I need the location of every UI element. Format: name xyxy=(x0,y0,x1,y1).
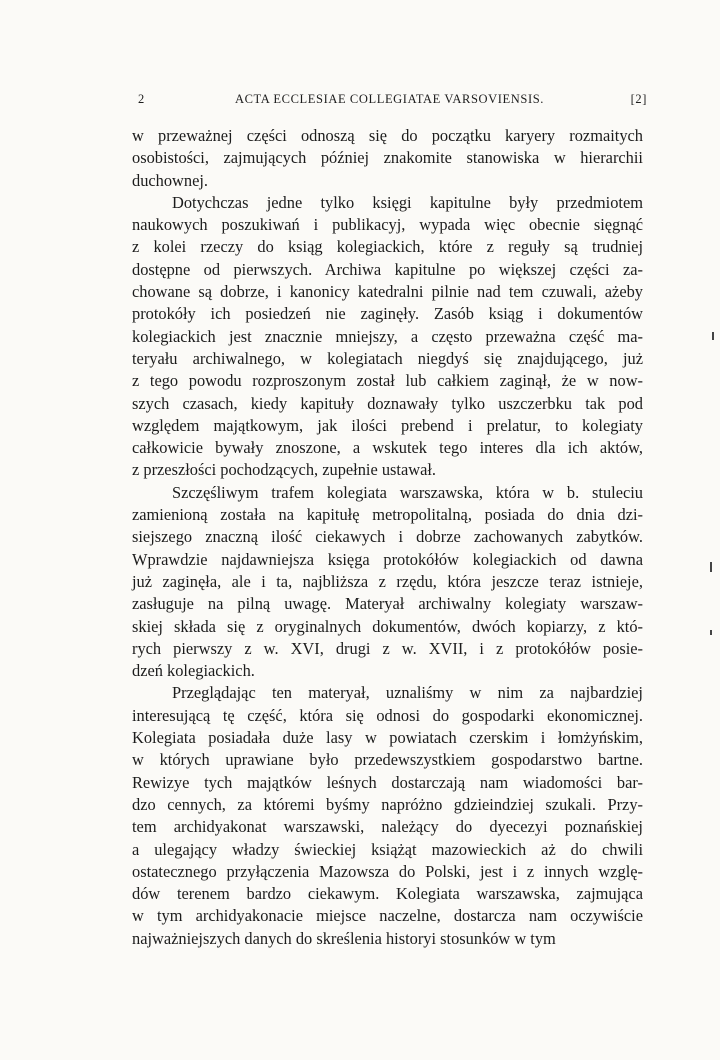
text-line: chowane są dobrze, i kanonicy katedralni pilnie nad tem czuwali, ażeby xyxy=(132,282,643,302)
text-line: protokóły ich posiedzeń nie zaginęły. Zasób ksiąg i dokumentów xyxy=(132,304,643,324)
text-line: z kolei rzeczy do ksiąg kolegiackich, które z reguły są trudniej xyxy=(132,237,643,257)
text-line: dostępne od pierwszych. Archiwa kapitulne po większej części za- xyxy=(132,259,643,279)
margin-mark xyxy=(710,630,712,635)
margin-mark xyxy=(712,332,714,340)
folio-number: [2] xyxy=(630,92,647,106)
text-line: Dotychczas jedne tylko księgi kapitulne były przedmiotem xyxy=(172,192,643,212)
text-line: tem archidyakonat warszawski, należący do dyecezyi poznańskiej xyxy=(132,817,643,837)
body-text xyxy=(132,125,643,950)
text-line: w przeważnej części odnoszą się do początku karyery rozmaitych xyxy=(132,126,643,145)
text-line: z tego powodu rozproszonym został lub całkiem zaginął, że w now- xyxy=(132,371,643,391)
text-line: ostatecznego przyłączenia Mazowsza do Polski, jest i z innych wzglę- xyxy=(132,861,643,881)
text-line: teryału archiwalnego, w kolegiatach niegdyś się znajdującego, już xyxy=(132,348,643,368)
text-line: siejszego znaczną ilość ciekawych i dobrze zachowanych zabytków. xyxy=(132,527,643,547)
text-line: Szczęśliwym trafem kolegiata warszawska, która w b. stuleciu xyxy=(172,482,643,502)
page-number: 2 xyxy=(138,92,145,106)
text-line: całkowicie bywały znoszone, a wskutek tego interes dla ich aktów, xyxy=(132,438,643,458)
text-line: dzo cennych, za któremi byśmy napróżno gdzieindziej szukali. Przy- xyxy=(132,794,643,814)
running-title: ACTA ECCLESIAE COLLEGIATAE VARSOVIENSIS. xyxy=(234,92,545,106)
text-line: a ulegający władzy świeckiej książąt mazowieckich aż do chwili xyxy=(132,839,643,859)
text-line: osobistości, zajmujących później znakomite stanowiska w hierarchii xyxy=(132,148,643,168)
text-line: w których uprawiane było przedewszystkiem gospodarstwo bartne. xyxy=(132,750,643,770)
text-line: w tym archidyakonacie miejsce naczelne, dostarcza nam oczywiście xyxy=(132,906,643,926)
text-line: szych czasach, kiedy kapituły doznawały tylko uszczerbku tak pod xyxy=(132,393,643,413)
text-line: rych pierwszy z w. XVI, drugi z w. XVII, i z protokółów posie- xyxy=(132,638,643,658)
text-line: dzeń kolegiackich. xyxy=(132,661,255,681)
text-line: Rewizye tych majątków leśnych dostarczają nam wiadomości bar- xyxy=(132,772,643,792)
margin-mark xyxy=(710,562,712,572)
text-line: interesującą tę część, która się odnosi do gospodarki ekonomicznej. xyxy=(132,705,643,725)
running-header xyxy=(132,92,647,112)
text-line: zamienioną została na kapitułę metropolitalną, posiada do dnia dzi- xyxy=(132,505,643,525)
text-line: skiej składa się z oryginalnych dokumentów, dwóch kopiarzy, z któ- xyxy=(132,616,643,636)
text-line: Wprawdzie najdawniejsza księga protokółów kolegiackich od dawna xyxy=(132,549,643,569)
text-line: Kolegiata posiadała duże lasy w powiatach czerskim i łomżyńskim, xyxy=(132,728,643,748)
text-line: już zaginęła, ale i ta, najbliższa z rzędu, która jeszcze teraz istnieje, xyxy=(132,571,643,591)
text-line: naukowych poszukiwań i publikacyj, wypada więc obecnie sięgnąć xyxy=(132,215,643,235)
text-line: Przeglądając ten materyał, uznaliśmy w nim za najbardziej xyxy=(172,683,643,703)
text-line: najważniejszych danych do skreślenia historyi stosunków w tym xyxy=(132,928,556,948)
text-line: z przeszłości pochodzących, zupełnie ustawał. xyxy=(132,460,437,480)
text-line: kolegiackich jest znacznie mniejszy, a często przeważna część ma- xyxy=(132,326,643,346)
text-line: duchownej. xyxy=(132,170,209,190)
text-line: względem majątkowym, jak ilości prebend i prelatur, to kolegiaty xyxy=(132,415,643,435)
text-line: zasługuje na pilną uwagę. Materyał archiwalny kolegiaty warszaw- xyxy=(132,594,643,614)
text-line: dów terenem bardzo ciekawym. Kolegiata warszawska, zajmująca xyxy=(132,884,643,904)
